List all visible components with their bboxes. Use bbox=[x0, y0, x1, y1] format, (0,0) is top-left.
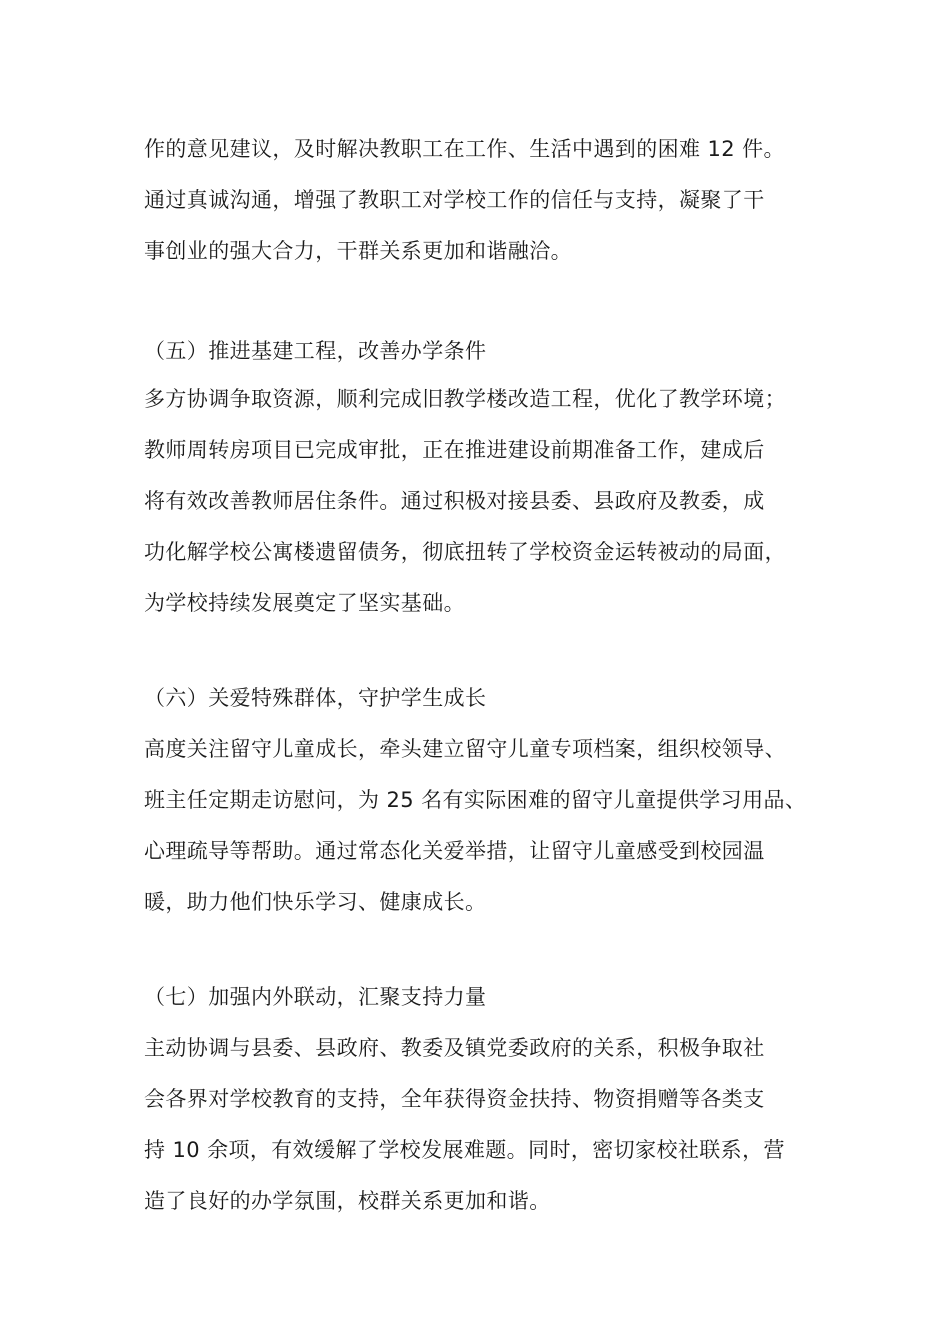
body-line: 教师周转房项目已完成审批，正在推进建设前期准备工作，建成后 bbox=[144, 438, 765, 462]
body-line: 暖，助力他们快乐学习、健康成长。 bbox=[144, 890, 487, 914]
body-line: 将有效改善教师居住条件。通过积极对接县委、县政府及教委，成 bbox=[144, 489, 765, 513]
body-line: 作的意见建议，及时解决教职工在工作、生活中遇到的困难 12 件。 bbox=[144, 137, 785, 161]
section-heading: （七）加强内外联动，汇聚支持力量 bbox=[144, 985, 487, 1009]
body-line: 会各界对学校教育的支持，全年获得资金扶持、物资捐赠等各类支 bbox=[144, 1087, 765, 1111]
body-line: 班主任定期走访慰问，为 25 名有实际困难的留守儿童提供学习用品、 bbox=[144, 788, 807, 812]
body-line: 事创业的强大合力，干群关系更加和谐融洽。 bbox=[144, 239, 572, 263]
body-line: 功化解学校公寓楼遗留债务，彻底扭转了学校资金运转被动的局面， bbox=[144, 540, 786, 564]
body-line: 为学校持续发展奠定了坚实基础。 bbox=[144, 591, 465, 615]
body-line: 多方协调争取资源，顺利完成旧教学楼改造工程，优化了教学环境； bbox=[144, 387, 786, 411]
body-line: 造了良好的办学氛围，校群关系更加和谐。 bbox=[144, 1189, 551, 1213]
body-line: 主动协调与县委、县政府、教委及镇党委政府的关系，积极争取社 bbox=[144, 1036, 765, 1060]
body-line: 心理疏导等帮助。通过常态化关爱举措，让留守儿童感受到校园温 bbox=[144, 839, 765, 863]
body-line: 高度关注留守儿童成长，牵头建立留守儿童专项档案，组织校领导、 bbox=[144, 737, 786, 761]
body-line: 通过真诚沟通，增强了教职工对学校工作的信任与支持，凝聚了干 bbox=[144, 188, 765, 212]
body-line: 持 10 余项，有效缓解了学校发展难题。同时，密切家校社联系，营 bbox=[144, 1138, 785, 1162]
section-heading: （五）推进基建工程，改善办学条件 bbox=[144, 339, 487, 363]
section-heading: （六）关爱特殊群体，守护学生成长 bbox=[144, 686, 487, 710]
